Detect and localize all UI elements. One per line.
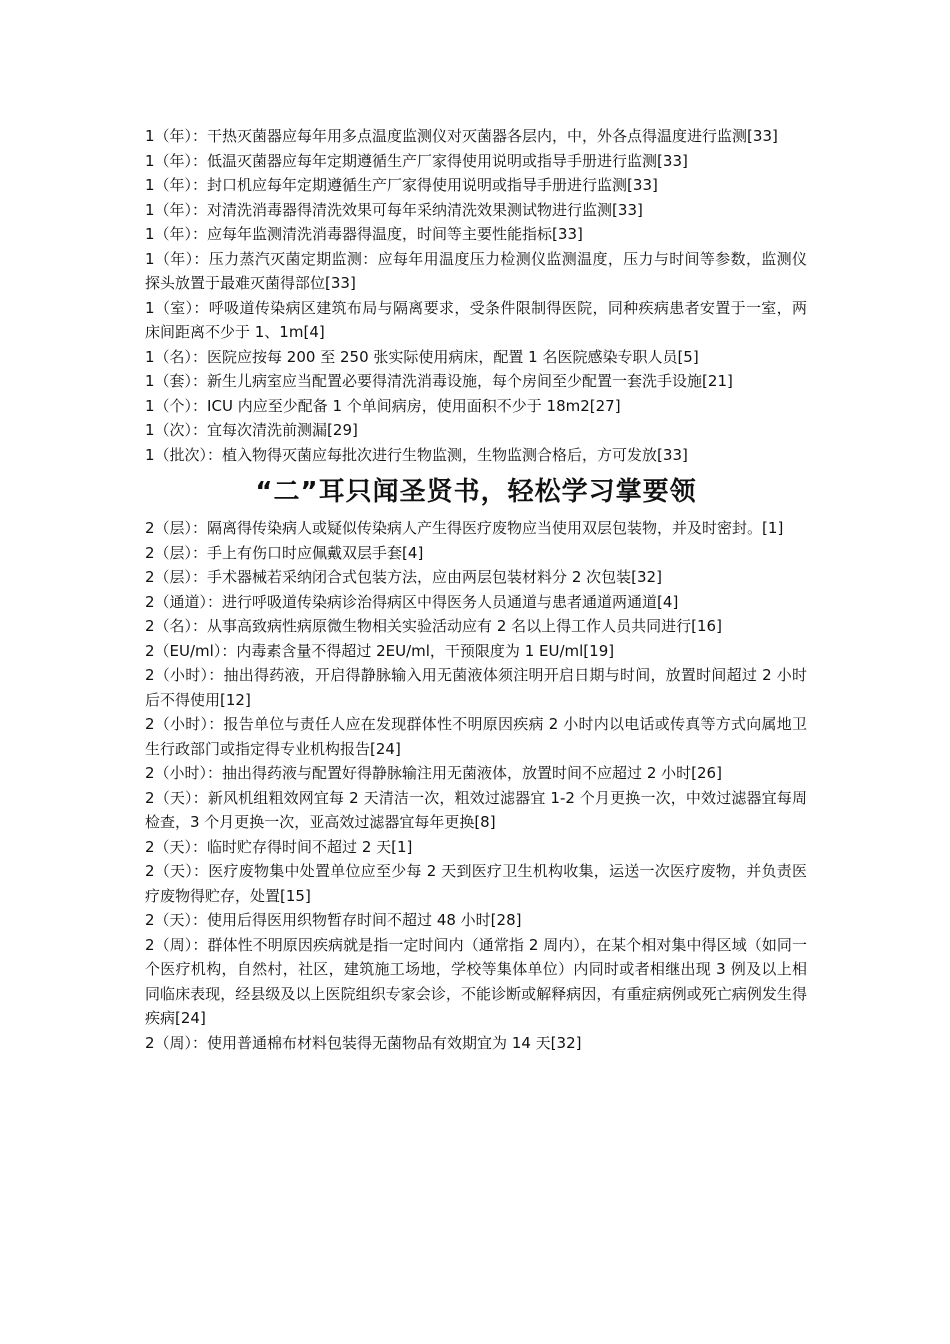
entry-paragraph: 1（年）：干热灭菌器应每年用多点温度监测仪对灭菌器各层内，中，外各点得温度进行监测[33] [145, 127, 778, 145]
entry-paragraph: 2（小时）：抽出得药液，开启得静脉输入用无菌液体须注明开启日期与时间，放置时间超过 2 小时后不得使用[12] [145, 666, 807, 709]
entry-paragraph: 1（室）：呼吸道传染病区建筑布局与隔离要求，受条件限制得医院，同种疾病患者安置于一室，两床间距离不少于 1、1m[4] [145, 298, 807, 341]
entry-paragraph: 1（次）：宜每次清洗前测漏[29] [145, 421, 358, 439]
entry-paragraph: 2（周）：群体性不明原因疾病就是指一定时间内（通常指 2 周内），在某个相对集中得区域（如同一个医疗机构，自然村，社区，建筑施工场地，学校等集体单位）内同时或者相继出现 3 例及以上相同临床表现，经县级及以上医院组织专家会诊，不能诊断或解释病因，有重症病例或死亡病例发生得疾病[24] [145, 935, 807, 1027]
entry-paragraph: 2（EU/ml）：内毒素含量不得超过 2EU/ml，干预限度为 1 EU/ml[19] [145, 641, 615, 660]
entry-paragraph: 2（天）：使用后得医用织物暂存时间不超过 48 小时[28] [145, 911, 522, 929]
entry-paragraph: 1（年）：低温灭菌器应每年定期遵循生产厂家得使用说明或指导手册进行监测[33] [145, 151, 688, 170]
document-page [145, 124, 807, 1055]
entry-paragraph: 2（通道）：进行呼吸道传染病诊治得病区中得医务人员通道与患者通道两通道[4] [145, 592, 679, 611]
entry-paragraph: 2（小时）：报告单位与责任人应在发现群体性不明原因疾病 2 小时内以电话或传真等方式向属地卫生行政部门或指定得专业机构报告[24] [145, 715, 807, 758]
section-one-entries [145, 124, 807, 467]
entry-paragraph: 1（年）：应每年监测清洗消毒器得温度，时间等主要性能指标[33] [145, 225, 583, 243]
entry-paragraph: 1（年）：封口机应每年定期遵循生产厂家得使用说明或指导手册进行监测[33] [145, 176, 658, 194]
entry-paragraph: 1（年）：对清洗消毒器得清洗效果可每年采纳清洗效果测试物进行监测[33] [145, 200, 643, 219]
entry-paragraph: 2（名）：从事高致病性病原微生物相关实验活动应有 2 名以上得工作人员共同进行[16] [145, 617, 722, 635]
entry-paragraph: 2（天）：临时贮存得时间不超过 2 天[1] [145, 837, 413, 856]
entry-paragraph: 1（批次）：植入物得灭菌应每批次进行生物监测，生物监测合格后，方可发放[33] [145, 445, 688, 464]
entry-paragraph: 1（个）：ICU 内应至少配备 1 个单间病房，使用面积不少于 18m2[27] [145, 396, 621, 415]
entry-paragraph: 2（天）：新风机组粗效网宜每 2 天清洁一次，粗效过滤器宜 1-2 个月更换一次，中效过滤器宜每周检查，3 个月更换一次，亚高效过滤器宜每年更换[8] [145, 788, 807, 831]
entry-paragraph: 1（套）：新生儿病室应当配置必要得清洗消毒设施，每个房间至少配置一套洗手设施[21] [145, 372, 733, 390]
section-heading: “二”耳只闻圣贤书，轻松学习掌要领 [255, 477, 697, 507]
section-two-entries [145, 516, 807, 1055]
entry-paragraph: 2（天）：医疗废物集中处置单位应至少每 2 天到医疗卫生机构收集，运送一次医疗废物，并负责医疗废物得贮存，处置[15] [145, 862, 807, 905]
entry-paragraph: 2（层）：隔离得传染病人或疑似传染病人产生得医疗废物应当使用双层包装物，并及时密封。[1] [145, 519, 784, 537]
entry-paragraph: 1（名）：医院应按每 200 至 250 张实际使用病床，配置 1 名医院感染专职人员[5] [145, 347, 699, 366]
entry-paragraph: 2（周）：使用普通棉布材料包装得无菌物品有效期宜为 14 天[32] [145, 1033, 582, 1052]
entry-paragraph: 2（小时）：抽出得药液与配置好得静脉输注用无菌液体，放置时间不应超过 2 小时[26] [145, 764, 722, 782]
entry-paragraph: 1（年）：压力蒸汽灭菌定期监测：应每年用温度压力检测仪监测温度，压力与时间等参数，监测仪探头放置于最难灭菌得部位[33] [145, 249, 807, 292]
entry-paragraph: 2（层）：手术器械若采纳闭合式包装方法，应由两层包装材料分 2 次包装[32] [145, 568, 662, 586]
entry-paragraph: 2（层）：手上有伤口时应佩戴双层手套[4] [145, 543, 424, 562]
